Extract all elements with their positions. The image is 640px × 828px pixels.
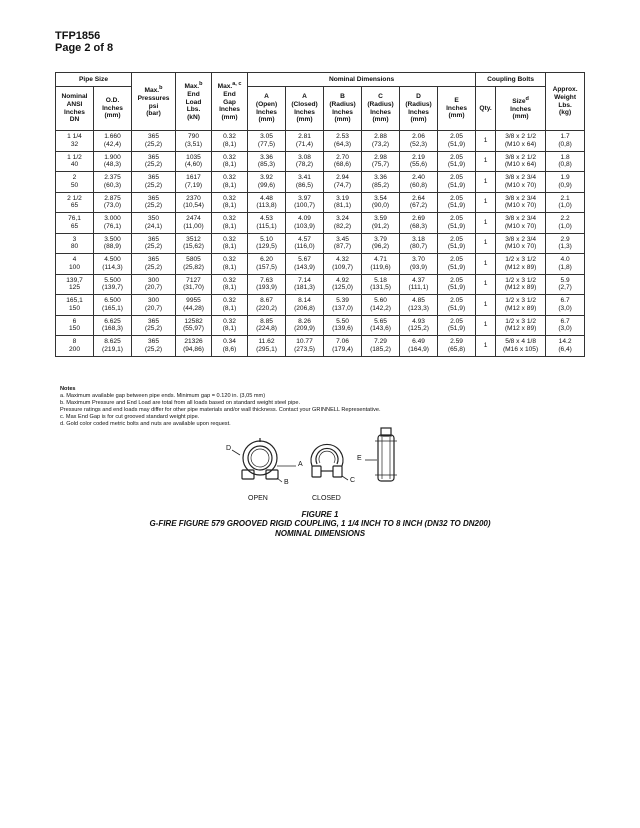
closed-coupling-drawing	[311, 444, 348, 480]
specification-table	[55, 72, 585, 357]
table-row	[56, 315, 585, 336]
table-cell: 1	[476, 131, 496, 152]
table-cell: 4.53 (115,1)	[248, 213, 286, 234]
table-cell: 2.70 (68,6)	[324, 151, 362, 172]
table-cell: 5.65 (143,6)	[362, 315, 400, 336]
table-cell: 0.32 (8,1)	[212, 131, 248, 152]
table-row	[56, 233, 585, 254]
table-cell: 6 150	[56, 315, 94, 336]
table-cell: 2.05 (51,9)	[438, 315, 476, 336]
table-cell: 0.32 (8,1)	[212, 213, 248, 234]
table-cell: 5.9 (2,7)	[546, 274, 585, 295]
header-max-end-gap: Max.$^{a, c}$ End Gap Inches (mm)	[212, 73, 248, 131]
table-cell: 14.2 (6,4)	[546, 336, 585, 357]
table-cell: 2.19 (55,6)	[400, 151, 438, 172]
table-cell: 365 (25,2)	[132, 131, 176, 152]
table-cell: 4.93 (125,2)	[400, 315, 438, 336]
figure-title: G-FIRE FIGURE 579 GROOVED RIGID COUPLING, 1 1/4 INCH TO 8 INCH (DN32 TO DN200)	[149, 519, 491, 529]
table-row	[56, 213, 585, 234]
document-header	[55, 30, 113, 54]
header-approx-weight: Approx. Weight Lbs. (kg)	[546, 73, 585, 131]
table-cell: 3.08 (78,2)	[286, 151, 324, 172]
table-cell: 7.63 (193,9)	[248, 274, 286, 295]
table-body	[56, 131, 585, 357]
open-label: OPEN	[248, 495, 268, 502]
header-a-open: A (Open) Inches (mm)	[248, 87, 286, 131]
table-cell: 3.05 (77,5)	[248, 131, 286, 152]
table-cell: 3.19 (81,1)	[324, 192, 362, 213]
table-cell: 8.85 (224,8)	[248, 315, 286, 336]
table-cell: 2.1 (1,0)	[546, 192, 585, 213]
table-cell: 1	[476, 274, 496, 295]
table-cell: 0.32 (8,1)	[212, 254, 248, 275]
table-cell: 9955 (44,28)	[176, 295, 212, 316]
header-bolt-size: Size$^d$ Inches (mm)	[496, 87, 546, 131]
notes-title: Notes	[60, 386, 76, 392]
table-cell: 8.26 (209,9)	[286, 315, 324, 336]
table-cell: 6.500 (165,1)	[94, 295, 132, 316]
table-cell: 3.500 (88,9)	[94, 233, 132, 254]
open-coupling-drawing	[232, 438, 296, 482]
table-cell: 8 200	[56, 336, 94, 357]
table-cell: 6.7 (3,0)	[546, 295, 585, 316]
table-cell: 2.2 (1,0)	[546, 213, 585, 234]
table-cell: 4.32 (109,7)	[324, 254, 362, 275]
table-cell: 4 100	[56, 254, 94, 275]
table-cell: 1 1/4 32	[56, 131, 94, 152]
table-cell: 5.67 (143,9)	[286, 254, 324, 275]
table-cell: 1/2 x 3 1/2 (M12 x 89)	[496, 315, 546, 336]
table-cell: 2370 (10,54)	[176, 192, 212, 213]
table-cell: 2.06 (52,3)	[400, 131, 438, 152]
table-cell: 4.0 (1,8)	[546, 254, 585, 275]
table-cell: 3.79 (96,2)	[362, 233, 400, 254]
table-cell: 2.94 (74,7)	[324, 172, 362, 193]
table-cell: 1.8 (0,8)	[546, 151, 585, 172]
table-cell: 2.375 (60,3)	[94, 172, 132, 193]
figure-number: FIGURE 1	[301, 510, 339, 519]
table-cell: 2.88 (73,2)	[362, 131, 400, 152]
note-line: Pressure ratings and end loads may differ for other pipe materials and/or wall thickness. Contact your GRINNELL Representative.	[60, 407, 381, 413]
table-cell: 5.18 (131,5)	[362, 274, 400, 295]
table-cell: 1.9 (0,9)	[546, 172, 585, 193]
table-cell: 3/8 x 2 1/2 (M10 x 64)	[496, 151, 546, 172]
document-code: TFP1856	[55, 30, 101, 42]
table-cell: 6.20 (157,5)	[248, 254, 286, 275]
header-nominal-dimensions: Nominal Dimensions	[248, 73, 476, 87]
table-cell: 4.09 (103,9)	[286, 213, 324, 234]
table-cell: 1	[476, 295, 496, 316]
table-cell: 3/8 x 2 1/2 (M10 x 64)	[496, 131, 546, 152]
table-row	[56, 254, 585, 275]
table-cell: 4.37 (111,1)	[400, 274, 438, 295]
table-cell: 2.05 (51,9)	[438, 172, 476, 193]
header-coupling-bolts: Coupling Bolts	[476, 73, 546, 87]
table-cell: 2.05 (51,9)	[438, 233, 476, 254]
header-pipe-size: Pipe Size	[56, 73, 132, 87]
table-row	[56, 131, 585, 152]
table-cell: 12582 (55,97)	[176, 315, 212, 336]
table-cell: 4.57 (116,0)	[286, 233, 324, 254]
note-line: a. Maximum available gap between pipe ends. Minimum gap = 0.120 in. (3,05 mm)	[60, 393, 266, 399]
label-d: D	[226, 445, 232, 452]
table-cell: 6.625 (168,3)	[94, 315, 132, 336]
table-cell: 3/8 x 2 3/4 (M10 x 70)	[496, 172, 546, 193]
table-cell: 11.62 (295,1)	[248, 336, 286, 357]
table-cell: 1/2 x 3 1/2 (M12 x 89)	[496, 295, 546, 316]
side-view-drawing	[365, 428, 397, 481]
table-cell: 2.875 (73,0)	[94, 192, 132, 213]
table-cell: 3.59 (91,2)	[362, 213, 400, 234]
label-b: B	[284, 479, 289, 486]
table-row	[56, 151, 585, 172]
note-line: d. Gold color coded metric bolts and nuts are available upon request.	[60, 421, 231, 427]
table-cell: 3.000 (76,1)	[94, 213, 132, 234]
figure-caption	[90, 510, 550, 538]
table-cell: 5.500 (139,7)	[94, 274, 132, 295]
table-cell: 2.05 (51,9)	[438, 254, 476, 275]
table-cell: 1617 (7,19)	[176, 172, 212, 193]
table-cell: 7.29 (185,2)	[362, 336, 400, 357]
table-cell: 3.24 (82,2)	[324, 213, 362, 234]
table-row	[56, 336, 585, 357]
label-e: E	[357, 455, 362, 462]
table-cell: 5805 (25,82)	[176, 254, 212, 275]
table-cell: 5.50 (139,6)	[324, 315, 362, 336]
page-number: Page 2 of 8	[55, 42, 114, 54]
table-cell: 5.39 (137,0)	[324, 295, 362, 316]
figure-subtitle: NOMINAL DIMENSIONS	[274, 528, 366, 538]
table-row	[56, 192, 585, 213]
table-cell: 365 (25,2)	[132, 151, 176, 172]
label-c: C	[350, 477, 356, 484]
header-e: E Inches (mm)	[438, 87, 476, 131]
table-cell: 3512 (15,62)	[176, 233, 212, 254]
table-cell: 3.41 (86,5)	[286, 172, 324, 193]
table-cell: 365 (25,2)	[132, 336, 176, 357]
table-cell: 8.625 (219,1)	[94, 336, 132, 357]
header-max-end-load: Max.$^b$ End Load Lbs. (kN)	[176, 73, 212, 131]
table-cell: 4.48 (113,8)	[248, 192, 286, 213]
table-cell: 1	[476, 233, 496, 254]
table-cell: 350 (24,1)	[132, 213, 176, 234]
table-cell: 2.53 (64,3)	[324, 131, 362, 152]
table-cell: 2.05 (51,9)	[438, 213, 476, 234]
table-cell: 365 (25,2)	[132, 172, 176, 193]
table-cell: 3.97 (100,7)	[286, 192, 324, 213]
table-cell: 0.32 (8,1)	[212, 233, 248, 254]
table-cell: 2 1/2 65	[56, 192, 94, 213]
table-cell: 365 (25,2)	[132, 192, 176, 213]
note-line: c. Max End Gap is for cut grooved standard weight pipe.	[60, 414, 200, 420]
header-b-radius: B (Radius) Inches (mm)	[324, 87, 362, 131]
table-cell: 21326 (94,86)	[176, 336, 212, 357]
table-cell: 2.05 (51,9)	[438, 295, 476, 316]
table-cell: 2.59 (65,8)	[438, 336, 476, 357]
table-cell: 790 (3,51)	[176, 131, 212, 152]
header-max-pressures: Max.$^b$ Pressures psi (bar)	[132, 73, 176, 131]
table-cell: 3.92 (99,6)	[248, 172, 286, 193]
table-cell: 10.77 (273,5)	[286, 336, 324, 357]
table-cell: 1/2 x 3 1/2 (M12 x 89)	[496, 254, 546, 275]
table-cell: 3.45 (87,7)	[324, 233, 362, 254]
table-cell: 7127 (31,70)	[176, 274, 212, 295]
table-cell: 2 50	[56, 172, 94, 193]
table-cell: 3.36 (85,2)	[362, 172, 400, 193]
table-cell: 300 (20,7)	[132, 274, 176, 295]
table-cell: 1.900 (48,3)	[94, 151, 132, 172]
table-cell: 365 (25,2)	[132, 315, 176, 336]
table-cell: 2.69 (68,3)	[400, 213, 438, 234]
table-cell: 2.9 (1,3)	[546, 233, 585, 254]
table-cell: 165,1 150	[56, 295, 94, 316]
table-cell: 1	[476, 151, 496, 172]
table-cell: 4.500 (114,3)	[94, 254, 132, 275]
header-d-radius: D (Radius) Inches (mm)	[400, 87, 438, 131]
table-cell: 0.34 (8,6)	[212, 336, 248, 357]
table-cell: 5/8 x 4 1/8 (M16 x 105)	[496, 336, 546, 357]
table-cell: 1 1/2 40	[56, 151, 94, 172]
table-cell: 1	[476, 336, 496, 357]
table-cell: 2474 (11,00)	[176, 213, 212, 234]
table-cell: 4.71 (119,6)	[362, 254, 400, 275]
closed-label: CLOSED	[312, 495, 341, 502]
table-cell: 365 (25,2)	[132, 233, 176, 254]
table-cell: 5.60 (142,2)	[362, 295, 400, 316]
table-cell: 139,7 125	[56, 274, 94, 295]
header-nominal-size: Nominal ANSI Inches DN	[56, 87, 94, 131]
table-cell: 2.98 (75,7)	[362, 151, 400, 172]
table-cell: 0.32 (8,1)	[212, 274, 248, 295]
table-cell: 1	[476, 192, 496, 213]
table-cell: 1	[476, 254, 496, 275]
table-cell: 1035 (4,60)	[176, 151, 212, 172]
table-cell: 3.54 (90,0)	[362, 192, 400, 213]
label-a: A	[298, 461, 303, 468]
table-cell: 7.14 (181,3)	[286, 274, 324, 295]
table-cell: 5.10 (129,5)	[248, 233, 286, 254]
table-cell: 3.18 (80,7)	[400, 233, 438, 254]
table-cell: 0.32 (8,1)	[212, 295, 248, 316]
table-row	[56, 172, 585, 193]
table-cell: 0.32 (8,1)	[212, 315, 248, 336]
header-c-radius: C (Radius) Inches (mm)	[362, 87, 400, 131]
table-cell: 300 (20,7)	[132, 295, 176, 316]
table-cell: 1/2 x 3 1/2 (M12 x 89)	[496, 274, 546, 295]
table-cell: 1.660 (42,4)	[94, 131, 132, 152]
header-a-closed: A (Closed) Inches (mm)	[286, 87, 324, 131]
table-cell: 0.32 (8,1)	[212, 172, 248, 193]
table-cell: 2.05 (51,9)	[438, 151, 476, 172]
table-cell: 2.05 (51,9)	[438, 131, 476, 152]
note-line: b. Maximum Pressure and End Load are total from all loads based on standard weight steel pipe.	[60, 400, 301, 406]
table-row	[56, 295, 585, 316]
table-cell: 2.05 (51,9)	[438, 192, 476, 213]
table-cell: 2.40 (60,8)	[400, 172, 438, 193]
table-cell: 8.67 (220,2)	[248, 295, 286, 316]
table-cell: 1	[476, 172, 496, 193]
table-cell: 8.14 (206,8)	[286, 295, 324, 316]
table-cell: 4.85 (123,3)	[400, 295, 438, 316]
table-cell: 6.49 (164,9)	[400, 336, 438, 357]
coupling-figure	[220, 426, 420, 510]
table-cell: 2.64 (67,2)	[400, 192, 438, 213]
table-cell: 3/8 x 2 3/4 (M10 x 70)	[496, 233, 546, 254]
table-cell: 7.06 (179,4)	[324, 336, 362, 357]
table-cell: 2.81 (71,4)	[286, 131, 324, 152]
table-cell: 3/8 x 2 3/4 (M10 x 70)	[496, 213, 546, 234]
table-cell: 1	[476, 213, 496, 234]
table-cell: 3.70 (93,9)	[400, 254, 438, 275]
notes	[60, 386, 580, 428]
table-cell: 3/8 x 2 3/4 (M10 x 70)	[496, 192, 546, 213]
table-cell: 4.92 (125,0)	[324, 274, 362, 295]
table-cell: 1	[476, 315, 496, 336]
table-cell: 6.7 (3,0)	[546, 315, 585, 336]
table-cell: 3 80	[56, 233, 94, 254]
header-od: O.D. Inches (mm)	[94, 87, 132, 131]
table-cell: 3.36 (85,3)	[248, 151, 286, 172]
table-cell: 365 (25,2)	[132, 254, 176, 275]
table-row	[56, 274, 585, 295]
header-qty: Qty.	[476, 87, 496, 131]
table-cell: 0.32 (8,1)	[212, 151, 248, 172]
table-cell: 1.7 (0,8)	[546, 131, 585, 152]
table-cell: 76,1 65	[56, 213, 94, 234]
table-cell: 0.32 (8,1)	[212, 192, 248, 213]
table-cell: 2.05 (51,9)	[438, 274, 476, 295]
